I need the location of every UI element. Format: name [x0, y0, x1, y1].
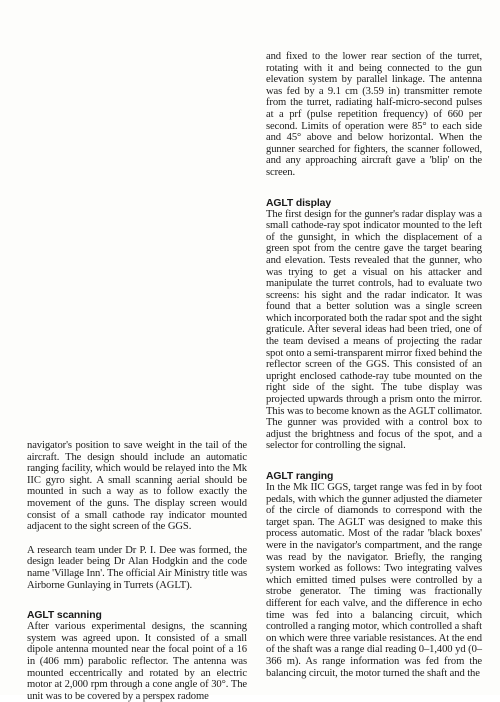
- paragraph-antenna-continued: and fixed to the lower rear section of the turret, rotating with it and being connected to the gun elevation system by parallel linkage. The antenna was fed by a 9.1 cm (3.59 in) transmitter remote from the turret, radiating half-micro-second pulses at a prf (pulse repetition frequency) of 660 per second. Limits of operation were 85° to each side and 45° above and below horizontal. When the gunner searched for fighters, the scanner followed, and any approaching aircraft gave a 'blip' on the screen.: [266, 51, 482, 178]
- paragraph-research-team: A research team under Dr P. I. Dee was formed, the design leader being Dr Alan Hodgkin and the code name 'Village Inn'. The official Air Ministry title was Airborne Gunlaying in Turrets (AGLT).: [27, 544, 247, 591]
- paragraph-ranging-system: In the Mk IIC GGS, target range was fed in by foot pedals, with which the gunner adjusted the diameter of the circle of diamonds to correspond with the target span. The AGLT was designed to make this process automatic. Most of the radar 'black boxes' were in the navigator's compartment, and the range was read by the navigator. Briefly, the ranging system worked as follows: Two integrating valves which emitted timed pulses were controlled by a strobe generator. The timing was fractionally different for each valve, and the difference in echo time was fed into a balancing circuit, which controlled a ranging motor, which controlled a shaft on which were three variable resistances. At the end of the shaft was a range dial reading 0–1,400 yd (0–366 m). As range information was fed from the balancing circuit, the motor turned the shaft and the: [266, 482, 482, 679]
- heading-aglt-scanning: AGLT scanning: [27, 610, 102, 622]
- paragraph-radar-display: The first design for the gunner's radar display was a small cathode-ray spot indicator mounted to the left of the gunsight, in which the displacement of a green spot from the centre gave the target bearing and elevation. Tests revealed that the gunner, who was trying to get a visual on his attacker and manipulate the turret controls, had to evaluate two screens: his sight and the radar indicator. It was found that a better solution was a single screen which incorporated both the radar spot and the sight graticule. After several ideas had been tried, one of the team devised a means of projecting the radar spot onto a semi-transparent mirror fixed behind the reflector screen of the GGS. This consisted of an upright enclosed cathode-ray tube mounted on the right side of the sight. The tube display was projected upwards through a prism onto the mirror. This was to become known as the AGLT collimator. The gunner was provided with a control box to adjust the brightness and focus of the spot, and a selector for controlling the signal.: [266, 208, 482, 452]
- heading-aglt-ranging: AGLT ranging: [266, 471, 334, 482]
- right-column: [266, 51, 482, 679]
- heading-aglt-display: AGLT display: [266, 197, 331, 209]
- left-column: [27, 440, 247, 702]
- paragraph-navigator-position: navigator's position to save weight in the tail of the aircraft. The design should include an automatic ranging facility, which would be relayed into the Mk IIC gyro sight. A small scanning aerial should be mounted in such a way as to follow exactly the movement of the guns. The display screen would consist of a small cathode ray indicator mounted adjacent to the sight screen of the GGS.: [27, 440, 247, 533]
- paragraph-scanning-system: After various experimental designs, the scanning system was agreed upon. It consisted of a small dipole antenna mounted near the focal point of a 16 in (406 mm) parabolic reflector. The antenna was mounted eccentrically and rotated by an electric motor at 2,000 rpm through a cone angle of 30°. The unit was to be covered by a perspex radome: [27, 621, 247, 702]
